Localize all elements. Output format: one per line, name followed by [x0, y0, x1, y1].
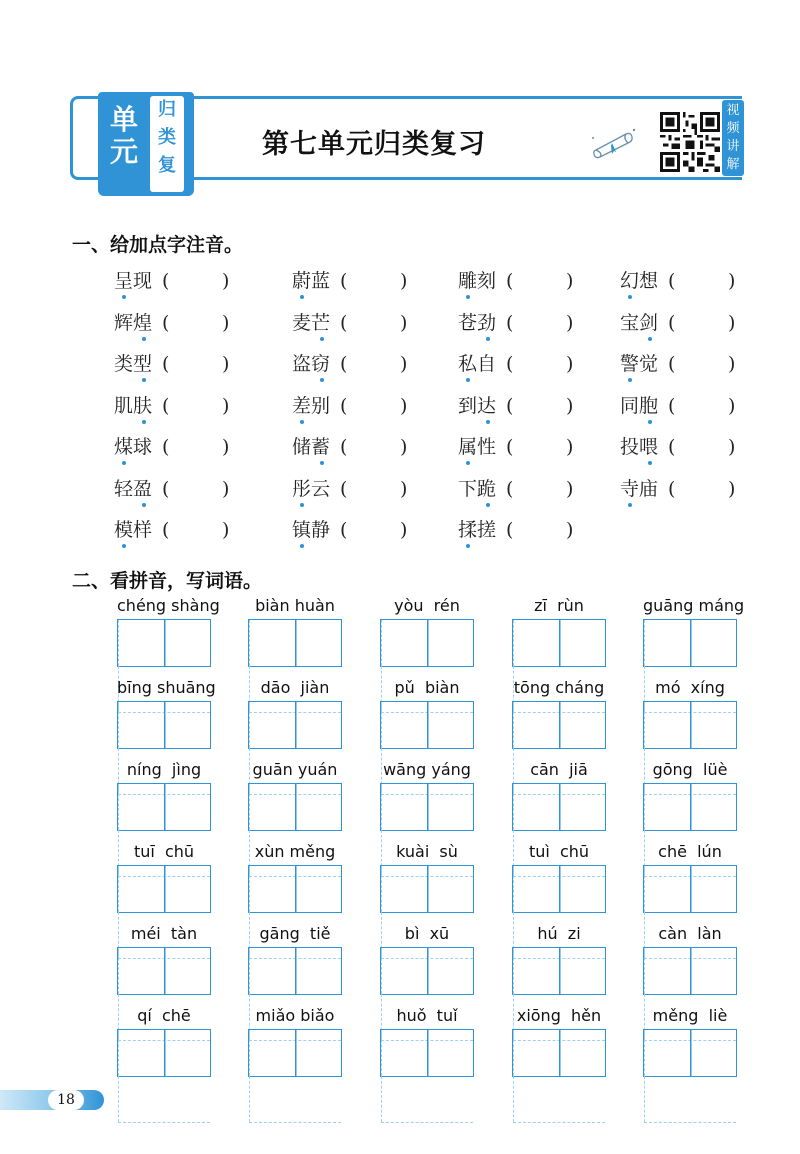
writing-grid-box[interactable] — [248, 619, 342, 667]
writing-grid-box[interactable] — [643, 1029, 737, 1077]
video-explain-tab[interactable] — [722, 100, 744, 176]
answer-paren-close: ) — [728, 394, 736, 417]
grid-guide-line — [513, 1030, 605, 1076]
writing-grid-box[interactable] — [117, 1029, 211, 1077]
writing-grid-box[interactable] — [643, 701, 737, 749]
grid-guide-line — [118, 948, 210, 994]
answer-paren-close: ) — [728, 270, 736, 292]
pinyin-label: zī rùn — [534, 596, 584, 615]
grid-guide-line — [118, 702, 210, 748]
word-item: 属性 — [458, 436, 497, 458]
answer-paren-close: ) — [400, 436, 408, 458]
emphasis-dot — [486, 420, 490, 424]
answer-paren-open[interactable]: ( — [162, 436, 170, 458]
grid-guide-line — [513, 702, 605, 748]
tab-small-char: 复 — [158, 155, 176, 176]
writing-grid-box[interactable] — [117, 701, 211, 749]
word-item: 煤球 — [114, 436, 153, 458]
pinyin-label: hú zi — [537, 924, 581, 943]
writing-grid-box[interactable] — [117, 619, 211, 667]
answer-paren-open[interactable]: ( — [506, 436, 514, 458]
grid-guide-line — [118, 620, 210, 666]
grid-guide-line — [513, 784, 605, 830]
writing-grid-box[interactable] — [643, 947, 737, 995]
pinyin-label: kuài sù — [396, 842, 458, 861]
emphasis-dot — [648, 420, 652, 424]
emphasis-dot — [466, 461, 470, 465]
answer-paren-open[interactable]: ( — [340, 477, 348, 500]
word-item: 模样 — [114, 519, 153, 541]
grid-guide-line — [118, 1076, 210, 1122]
pinyin-label: pǔ biàn — [394, 678, 460, 697]
grid-guide-line — [644, 948, 736, 994]
answer-paren-open[interactable]: ( — [340, 436, 348, 458]
pinyin-label: níng jìng — [126, 760, 202, 779]
pinyin-label: xùn měng — [254, 842, 336, 861]
writing-grid-box[interactable] — [248, 783, 342, 831]
answer-paren-close: ) — [566, 477, 574, 500]
writing-grid-box[interactable] — [380, 619, 474, 667]
answer-paren-close: ) — [222, 477, 230, 500]
word-item: 彤云 — [292, 477, 331, 500]
writing-grid-box[interactable] — [248, 1029, 342, 1077]
unit-tab-label — [104, 104, 144, 168]
grid-guide-line — [249, 1030, 341, 1076]
grid-guide-line — [644, 1122, 736, 1123]
writing-grid-box[interactable] — [643, 865, 737, 913]
answer-paren-close: ) — [400, 394, 408, 417]
answer-paren-close: ) — [222, 394, 230, 417]
word-item: 同胞 — [620, 394, 659, 417]
grid-guide-line — [644, 866, 736, 912]
answer-paren-close: ) — [566, 311, 574, 334]
answer-paren-open[interactable]: ( — [162, 519, 170, 541]
answer-paren-open[interactable]: ( — [668, 394, 676, 417]
writing-grid-box[interactable] — [380, 865, 474, 913]
tab-big-char: 元 — [109, 135, 138, 168]
word-item: 下跪 — [458, 477, 497, 500]
grid-guide-line — [644, 1076, 736, 1122]
emphasis-dot — [320, 337, 324, 341]
emphasis-dot — [486, 503, 490, 507]
writing-grid-box[interactable] — [248, 865, 342, 913]
word-item: 类型 — [114, 353, 153, 375]
writing-grid-box[interactable] — [248, 701, 342, 749]
pinyin-label: qí chē — [137, 1006, 191, 1025]
answer-paren-open[interactable]: ( — [340, 270, 348, 292]
review-tab-label — [150, 96, 184, 192]
pinyin-label: tuì chū — [528, 842, 590, 861]
page-title: 第七单元归类复习 — [262, 129, 486, 160]
word-item: 到达 — [458, 394, 497, 417]
grid-guide-line — [118, 784, 210, 830]
pinyin-label: biàn huàn — [255, 596, 335, 615]
word-item: 苍劲 — [458, 311, 497, 334]
section-2-heading: 二、看拼音，写词语。 — [72, 570, 263, 592]
answer-paren-close: ) — [400, 519, 408, 541]
tab-small-char: 类 — [158, 127, 176, 148]
word-item: 储蓄 — [292, 436, 331, 458]
answer-paren-open[interactable]: ( — [340, 353, 348, 375]
tab-small-char: 归 — [158, 99, 176, 120]
qr-code-icon[interactable] — [660, 112, 720, 172]
grid-guide-line — [513, 948, 605, 994]
word-item: 盗窃 — [292, 353, 331, 375]
word-item: 投喂 — [620, 436, 659, 458]
video-tab-char: 频 — [726, 121, 740, 136]
answer-paren-open[interactable]: ( — [668, 436, 676, 458]
word-item: 肌肤 — [114, 394, 153, 417]
answer-paren-close: ) — [222, 353, 230, 375]
writing-grid-box[interactable] — [117, 865, 211, 913]
answer-paren-open[interactable]: ( — [506, 353, 514, 375]
answer-paren-close: ) — [222, 270, 230, 292]
grid-guide-line — [249, 948, 341, 994]
pinyin-label: méi tàn — [130, 924, 198, 943]
answer-paren-open[interactable]: ( — [668, 311, 676, 334]
answer-paren-open[interactable]: ( — [162, 353, 170, 375]
grid-guide-line — [381, 620, 473, 666]
grid-guide-line — [644, 620, 736, 666]
emphasis-dot — [122, 461, 126, 465]
answer-paren-open[interactable]: ( — [506, 477, 514, 500]
emphasis-dot — [320, 461, 324, 465]
emphasis-dot — [142, 503, 146, 507]
grid-guide-line — [381, 866, 473, 912]
emphasis-dot — [300, 544, 304, 548]
answer-paren-open[interactable]: ( — [668, 353, 676, 375]
word-item: 麦芒 — [292, 311, 331, 334]
word-item: 雕刻 — [458, 270, 497, 292]
grid-guide-line — [381, 948, 473, 994]
answer-paren-close: ) — [400, 477, 408, 500]
emphasis-dot — [628, 503, 632, 507]
writing-grid-box[interactable] — [380, 701, 474, 749]
pinyin-label: tōng cháng — [513, 678, 605, 697]
pinyin-label: huǒ tuǐ — [396, 1006, 458, 1025]
word-item: 蔚蓝 — [292, 270, 331, 292]
answer-paren-close: ) — [222, 519, 230, 541]
emphasis-dot — [300, 295, 304, 299]
answer-paren-close: ) — [566, 353, 574, 375]
answer-paren-open[interactable]: ( — [340, 311, 348, 334]
word-item: 镇静 — [292, 519, 331, 541]
grid-guide-line — [381, 784, 473, 830]
answer-paren-close: ) — [222, 436, 230, 458]
answer-paren-open[interactable]: ( — [506, 270, 514, 292]
grid-guide-line — [513, 1076, 605, 1122]
pinyin-label: bīng shuāng — [117, 678, 216, 697]
writing-grid-box[interactable] — [248, 947, 342, 995]
answer-paren-close: ) — [566, 394, 574, 417]
answer-paren-open[interactable]: ( — [506, 394, 514, 417]
writing-grid-box[interactable] — [512, 865, 606, 913]
answer-paren-open[interactable]: ( — [162, 394, 170, 417]
emphasis-dot — [628, 295, 632, 299]
grid-guide-line — [249, 1122, 341, 1123]
grid-guide-line — [118, 866, 210, 912]
pinyin-label: càn làn — [658, 924, 722, 943]
writing-grid-box[interactable] — [512, 619, 606, 667]
grid-guide-line — [644, 702, 736, 748]
emphasis-dot — [466, 378, 470, 382]
emphasis-dot — [466, 544, 470, 548]
pinyin-label: xiōng hěn — [516, 1006, 602, 1025]
pinyin-label: měng liè — [652, 1006, 728, 1025]
answer-paren-close: ) — [728, 477, 736, 500]
emphasis-dot — [628, 378, 632, 382]
answer-paren-close: ) — [400, 270, 408, 292]
grid-guide-line — [644, 784, 736, 830]
writing-grid-box[interactable] — [643, 619, 737, 667]
writing-grid-box[interactable] — [117, 783, 211, 831]
pinyin-label: cān jiā — [530, 760, 588, 779]
emphasis-dot — [300, 420, 304, 424]
answer-paren-open[interactable]: ( — [162, 311, 170, 334]
emphasis-dot — [142, 378, 146, 382]
answer-paren-open[interactable]: ( — [162, 477, 170, 500]
answer-paren-open[interactable]: ( — [668, 270, 676, 292]
answer-paren-close: ) — [400, 353, 408, 375]
pinyin-label: yòu rén — [394, 596, 460, 615]
writing-grid-box[interactable] — [117, 947, 211, 995]
emphasis-dot — [142, 337, 146, 341]
grid-guide-line — [249, 1076, 341, 1122]
pinyin-label: mó xíng — [655, 678, 725, 697]
grid-guide-line — [381, 702, 473, 748]
pinyin-label: bì xū — [404, 924, 450, 943]
grid-guide-line — [644, 1030, 736, 1076]
word-item: 警觉 — [620, 353, 659, 375]
answer-paren-open[interactable]: ( — [668, 477, 676, 500]
word-item: 私自 — [458, 353, 497, 375]
section-1-heading: 一、给加点字注音。 — [72, 234, 244, 256]
grid-guide-line — [381, 1030, 473, 1076]
writing-grid-box[interactable] — [643, 783, 737, 831]
pinyin-label: dāo jiàn — [260, 678, 330, 697]
emphasis-dot — [320, 378, 324, 382]
word-item: 轻盈 — [114, 477, 153, 500]
answer-paren-close: ) — [566, 436, 574, 458]
emphasis-dot — [142, 420, 146, 424]
grid-guide-line — [249, 784, 341, 830]
pinyin-label: gāng tiě — [259, 924, 331, 943]
answer-paren-open[interactable]: ( — [340, 519, 348, 541]
emphasis-dot — [648, 461, 652, 465]
grid-guide-line — [381, 1076, 473, 1122]
word-item: 宝剑 — [620, 311, 659, 334]
grid-guide-line — [249, 620, 341, 666]
grid-guide-line — [513, 866, 605, 912]
answer-paren-open[interactable]: ( — [162, 270, 170, 292]
answer-paren-open[interactable]: ( — [340, 394, 348, 417]
pinyin-label: guāng máng — [643, 596, 745, 615]
answer-paren-close: ) — [222, 311, 230, 334]
pinyin-label: wāng yáng — [383, 760, 471, 779]
answer-paren-open[interactable]: ( — [506, 519, 514, 541]
grid-guide-line — [513, 620, 605, 666]
emphasis-dot — [122, 295, 126, 299]
word-item: 辉煌 — [114, 311, 153, 334]
scroll-icon — [590, 124, 638, 162]
word-item: 揉搓 — [458, 519, 497, 541]
answer-paren-close: ) — [728, 436, 736, 458]
emphasis-dot — [648, 337, 652, 341]
grid-guide-line — [249, 702, 341, 748]
answer-paren-close: ) — [728, 353, 736, 375]
pinyin-label: chē lún — [658, 842, 722, 861]
grid-guide-line — [381, 1122, 473, 1123]
writing-grid-box[interactable] — [512, 701, 606, 749]
emphasis-dot — [300, 503, 304, 507]
grid-guide-line — [513, 1122, 605, 1123]
writing-grid-box[interactable] — [380, 783, 474, 831]
video-tab-char: 视 — [726, 103, 740, 118]
video-tab-char: 解 — [726, 157, 740, 172]
video-tab-char: 讲 — [726, 139, 740, 154]
word-item: 差别 — [292, 394, 331, 417]
word-item: 呈现 — [114, 270, 153, 292]
tab-big-char: 单 — [109, 103, 138, 136]
emphasis-dot — [466, 295, 470, 299]
writing-grid-box[interactable] — [512, 947, 606, 995]
pinyin-label: guān yuán — [252, 760, 338, 779]
word-item: 寺庙 — [620, 477, 659, 500]
answer-paren-close: ) — [400, 311, 408, 334]
word-item: 幻想 — [620, 270, 659, 292]
pinyin-label: miǎo biǎo — [255, 1006, 335, 1025]
emphasis-dot — [486, 337, 490, 341]
grid-guide-line — [249, 866, 341, 912]
writing-grid-box[interactable] — [512, 783, 606, 831]
grid-guide-line — [118, 1030, 210, 1076]
answer-paren-close: ) — [566, 270, 574, 292]
pinyin-label: chéng shàng — [117, 596, 220, 615]
answer-paren-close: ) — [566, 519, 574, 541]
emphasis-dot — [122, 544, 126, 548]
page-number: 18 — [48, 1090, 84, 1110]
writing-grid-box[interactable] — [380, 947, 474, 995]
answer-paren-open[interactable]: ( — [506, 311, 514, 334]
pinyin-label: gōng lüè — [652, 760, 728, 779]
answer-paren-close: ) — [728, 311, 736, 334]
writing-grid-box[interactable] — [512, 1029, 606, 1077]
writing-grid-box[interactable] — [380, 1029, 474, 1077]
pinyin-label: tuī chū — [133, 842, 195, 861]
grid-guide-line — [118, 1122, 210, 1123]
